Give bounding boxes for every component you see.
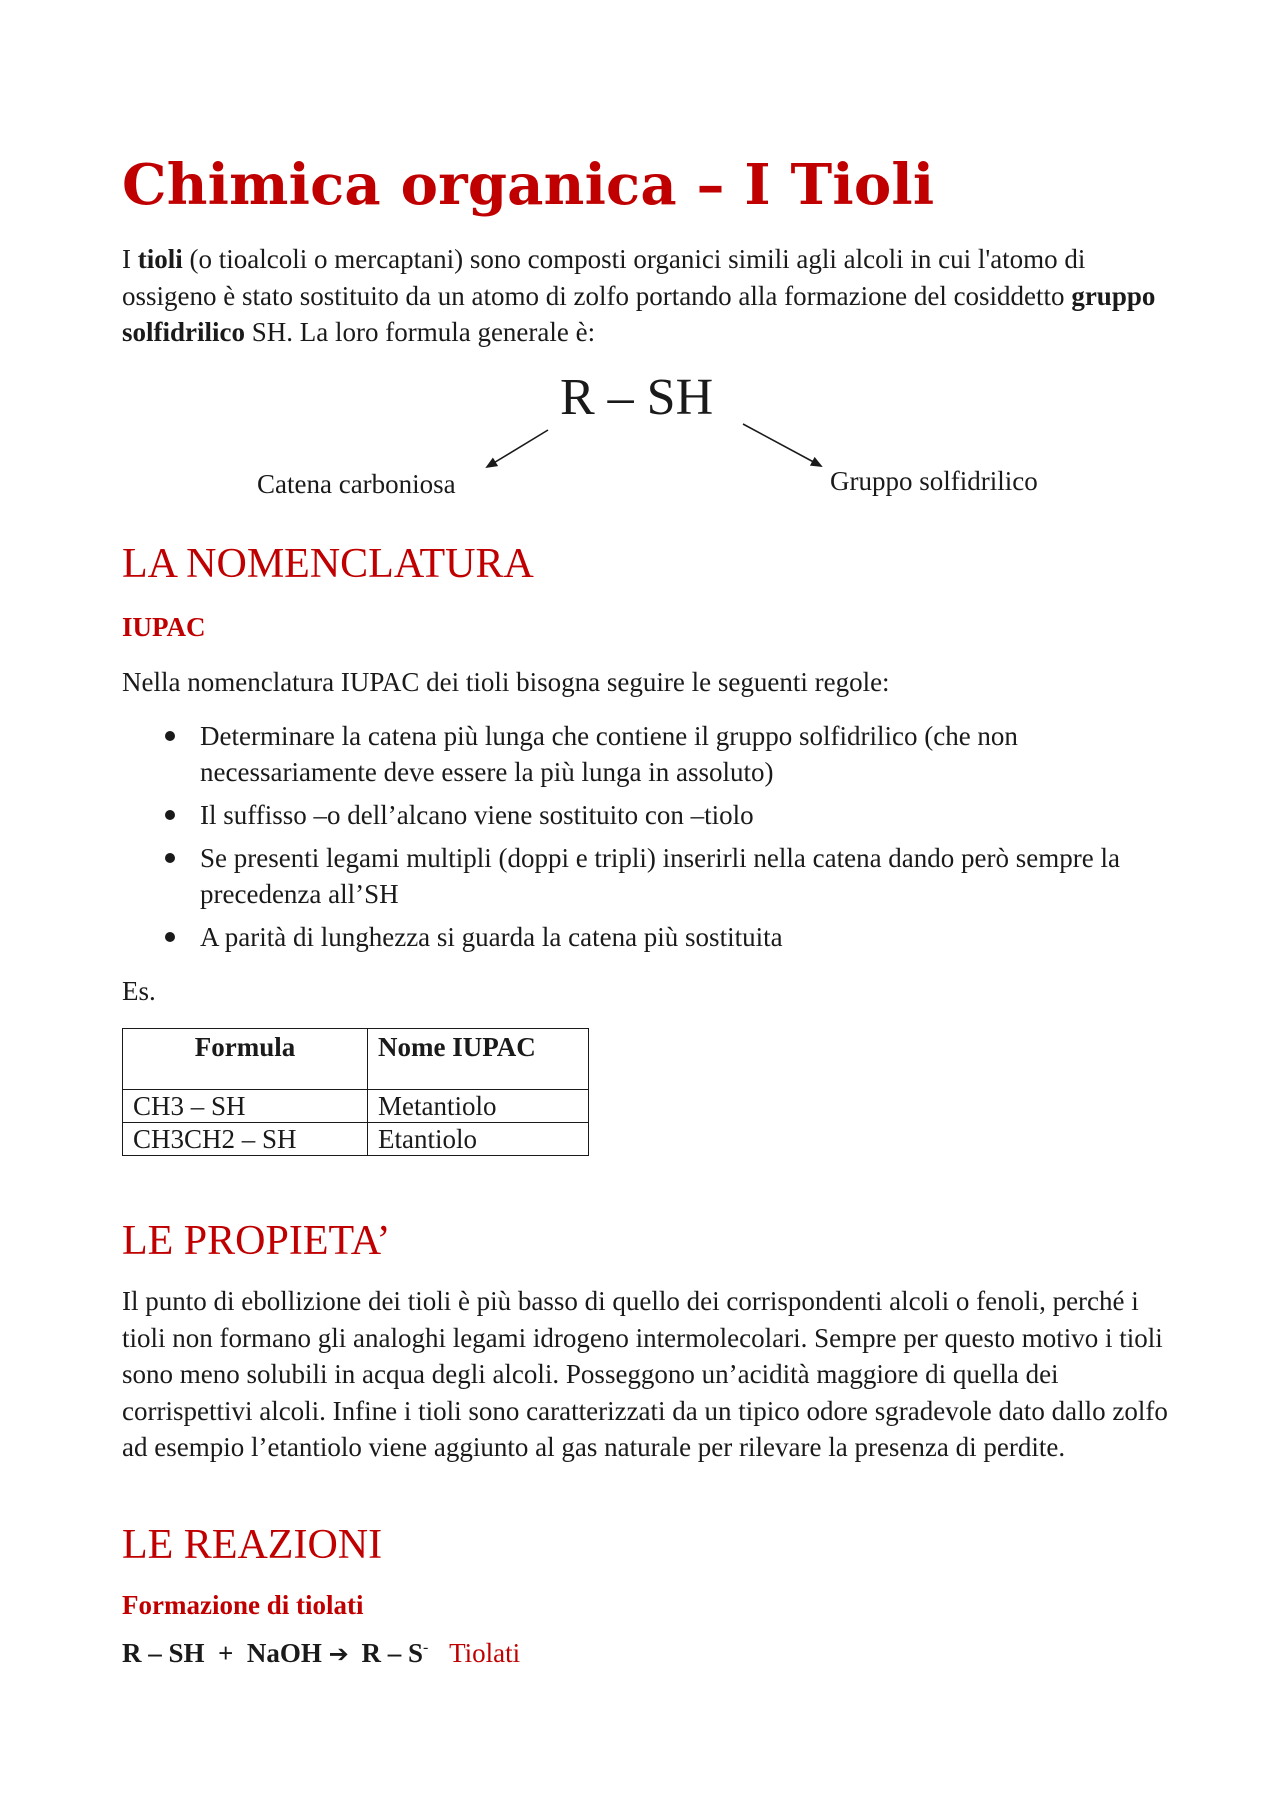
list-item — [122, 919, 1182, 955]
intro-text-1: I — [122, 244, 138, 274]
page-title: Chimica organica – I Tioli — [122, 152, 935, 218]
bullet-icon — [165, 932, 175, 942]
example-label: Es. — [122, 976, 156, 1006]
reactants: R – SH + NaOH — [122, 1638, 322, 1668]
arrow-to-gruppo — [743, 424, 821, 466]
intro-bold-gruppo: gruppo solfidrilico — [122, 280, 1156, 347]
heading-reazioni: LE REAZIONI — [122, 1522, 383, 1568]
reaction-arrow-icon: ➔ — [328, 1640, 349, 1668]
subheading-iupac: IUPAC — [122, 612, 206, 642]
rule-text: Se presenti legami multipli (doppi e tripli) inserirli nella catena dando però sempre la precedenza all’SH — [200, 843, 1120, 909]
cell-formula: CH3CH2 – SH — [123, 1123, 368, 1156]
bullet-icon — [165, 810, 175, 820]
iupac-table — [122, 1028, 589, 1156]
label-catena-carboniosa: Catena carboniosa — [257, 469, 456, 499]
table-header-row — [123, 1029, 589, 1090]
product-label: Tiolati — [449, 1638, 521, 1668]
general-formula: R – SH — [560, 369, 714, 426]
rules-list — [122, 718, 1182, 962]
formula-arrows — [0, 0, 1280, 560]
bullet-icon — [165, 731, 175, 741]
header-nome-iupac: Nome IUPAC — [368, 1029, 589, 1090]
rule-text: Il suffisso –o dell’alcano viene sostituito con –tiolo — [200, 800, 754, 830]
rule-text: A parità di lunghezza si guarda la catena più sostituita — [200, 922, 783, 952]
table-row — [123, 1090, 589, 1123]
list-item — [122, 718, 1182, 790]
cell-formula: CH3 – SH — [123, 1090, 368, 1123]
cell-name: Etantiolo — [368, 1123, 589, 1156]
label-gruppo-solfidrilico: Gruppo solfidrilico — [830, 466, 1038, 496]
rule-text: Determinare la catena più lunga che contiene il gruppo solfidrilico (che non necessariamente deve essere la più lunga in assoluto) — [200, 721, 1018, 787]
arrow-to-catena — [487, 430, 548, 467]
subheading-formazione-tiolati: Formazione di tiolati — [122, 1590, 364, 1620]
heading-nomenclatura: LA NOMENCLATURA — [122, 541, 534, 587]
reaction-equation — [122, 1638, 520, 1669]
table-row — [123, 1123, 589, 1156]
list-item — [122, 797, 1182, 833]
product-charge: - — [423, 1639, 429, 1656]
product: R – S — [361, 1638, 424, 1668]
proprieta-paragraph: Il punto di ebollizione dei tioli è più basso di quello dei corrispondenti alcoli o fenoli, perché i tioli non formano gli analoghi legami idrogeno intermolecolari. Sempre per questo motivo i tioli sono meno solubili in acqua degli alcoli. Posseggono un’acidità maggiore di quella dei corrispettivi alcoli. Infine i tioli sono caratterizzati da un tipico odore sgradevole dato dallo zolfo ad esempio l’etantiolo viene aggiunto al gas naturale per rilevare la presenza di perdite. — [122, 1286, 1168, 1462]
intro-text-2: (o tioalcoli o mercaptani) sono composti organici simili agli alcoli in cui l'atomo di ossigeno è stato sostituito da un atomo di zolfo portando alla formazione del cosiddetto — [122, 244, 1086, 311]
heading-proprieta: LE PROPIETA’ — [122, 1218, 391, 1264]
intro-text-3: SH. La loro formula generale è: — [245, 317, 596, 347]
intro-bold-tioli: tioli — [137, 244, 183, 274]
list-item — [122, 840, 1182, 912]
header-formula: Formula — [123, 1029, 368, 1090]
nomenclatura-intro: Nella nomenclatura IUPAC dei tioli bisogna seguire le seguenti regole: — [122, 667, 890, 697]
bullet-icon — [165, 853, 175, 863]
cell-name: Metantiolo — [368, 1090, 589, 1123]
